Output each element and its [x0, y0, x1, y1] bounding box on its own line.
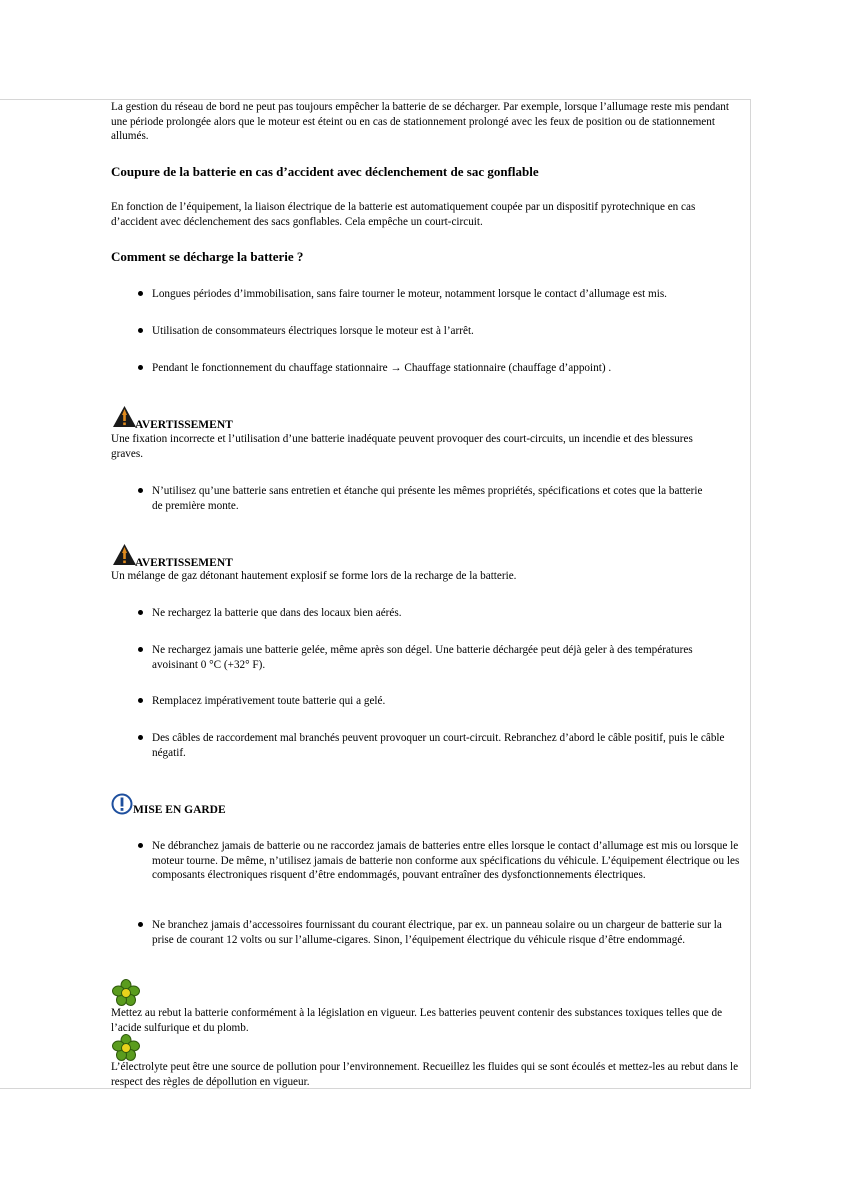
- bullet-icon: [138, 735, 143, 740]
- bullet-icon: [138, 698, 143, 703]
- caution-circle-icon: [111, 793, 133, 815]
- environment-note: L’électrolyte peut être une source de pollution pour l’environnement. Recueillez les fluides qui se sont écoulés et mettez-les au rebut dans le respect des règles de dépollution en vigueur.: [111, 1061, 739, 1088]
- warning-triangle-icon: [112, 543, 137, 566]
- bullet-icon: [138, 291, 143, 296]
- intro-paragraph: La gestion du réseau de bord ne peut pas toujours empêcher la batterie de se décharger. Par exemple, lorsque l’allumage reste mis pendant une période prolongée alors que le moteur est éteint ou en cas de stationnement prolongé avec les feux de position ou de stationnement allumés.: [111, 101, 729, 143]
- bullet-icon: [138, 647, 143, 652]
- list-item: Remplacez impérativement toute batterie qui a gelé.: [152, 695, 386, 707]
- bullet-icon: [138, 488, 143, 493]
- list-item: Des câbles de raccordement mal branchés peuvent provoquer un court-circuit. Rebranchez d’abord le câble positif, puis le câble négatif.: [152, 732, 725, 759]
- list-item: Ne débranchez jamais de batterie ou ne raccordez jamais de batteries entre elles lorsque le contact d’allumage est mis ou lorsque le moteur tourne. De même, n’utilisez jamais de batterie non conforme aux spécifications du véhicule. L’équipement électrique ou les composants électroniques risquent d’être endommagés, pouvant entraîner des dysfonctionnements électriques.: [152, 840, 740, 882]
- bullet-icon: [138, 365, 143, 370]
- paragraph-battery-cutoff: En fonction de l’équipement, la liaison électrique de la batterie est automatiquement coupée par un dispositif pyrotechnique en cas d’accident avec déclenchement des sacs gonflables. Cela empêche un court-circuit.: [111, 201, 696, 228]
- environment-note: Mettez au rebut la batterie conformément à la législation en vigueur. Les batteries peuvent contenir des substances toxiques telles que de l’acide sulfurique et du plomb.: [111, 1007, 723, 1034]
- warning-text: Une fixation incorrecte et l’utilisation d’une batterie inadéquate peuvent provoquer des court-circuits, un incendie et des blessures graves.: [111, 433, 693, 460]
- bullet-icon: [138, 843, 143, 848]
- list-item: Longues périodes d’immobilisation, sans faire tourner le moteur, notamment lorsque le contact d’allumage est mis.: [152, 288, 667, 300]
- bullet-icon: [138, 328, 143, 333]
- heading-battery-discharge: Comment se décharge la batterie ?: [111, 249, 304, 264]
- list-item: N’utilisez qu’une batterie sans entretien et étanche qui présente les mêmes propriétés, spécifications et cotes que la batterie de première monte.: [152, 485, 703, 512]
- list-item: Pendant le fonctionnement du chauffage stationnaire → Chauffage stationnaire (chauffage d’appoint) .: [152, 362, 612, 374]
- warning-label: AVERTISSEMENT: [135, 419, 233, 431]
- environment-flower-icon: [112, 979, 140, 1007]
- environment-flower-icon: [112, 1034, 140, 1062]
- list-item: Ne rechargez la batterie que dans des locaux bien aérés.: [152, 607, 402, 619]
- warning-label: AVERTISSEMENT: [135, 557, 233, 569]
- list-item: Ne branchez jamais d’accessoires fournissant du courant électrique, par ex. un panneau solaire ou un chargeur de batterie sur la prise de courant 12 volts ou sur l’allume-cigares. Sinon, l’équipement électrique du véhicule risque d’être endommagé.: [152, 919, 722, 946]
- heading-battery-cutoff: Coupure de la batterie en cas d’accident avec déclenchement de sac gonflable: [111, 164, 539, 179]
- list-item: Ne rechargez jamais une batterie gelée, même après son dégel. Une batterie déchargée peut déjà geler à des températures avoisinant 0 °C (+32° F).: [152, 644, 693, 671]
- caution-label: MISE EN GARDE: [133, 804, 226, 816]
- bullet-icon: [138, 610, 143, 615]
- warning-text: Un mélange de gaz détonant hautement explosif se forme lors de la recharge de la batterie.: [111, 570, 517, 582]
- warning-triangle-icon: [112, 405, 137, 428]
- bullet-icon: [138, 922, 143, 927]
- list-item: Utilisation de consommateurs électriques lorsque le moteur est à l’arrêt.: [152, 325, 474, 337]
